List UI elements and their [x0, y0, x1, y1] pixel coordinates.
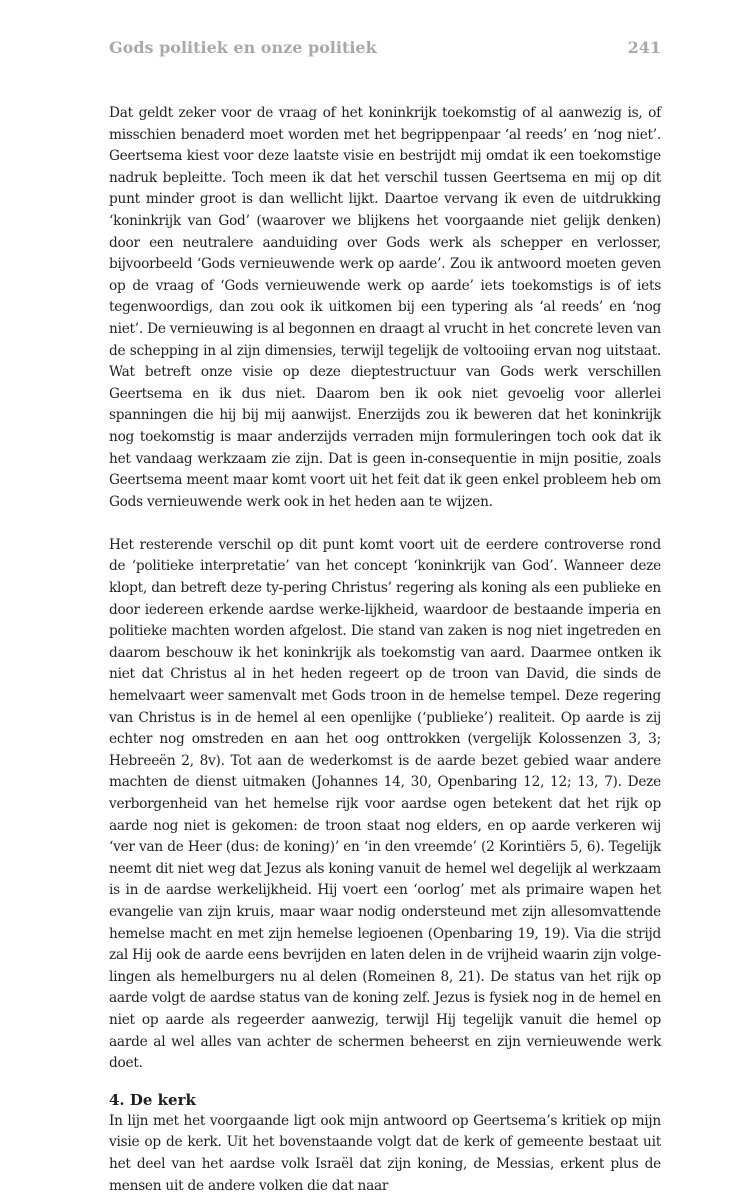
section-paragraph: In lijn met het voorgaande ligt ook mijn antwoord op Geertsema’s kritiek op mijn visie op de kerk. Uit het bovenstaande volgt dat de kerk of gemeente bestaat uit het deel van het aardse volk Israël dat zijn koning, de Messias, erkent plus de mensen uit de andere volken die dat naar [109, 1112, 661, 1194]
running-title: Gods politiek en onze politiek [109, 38, 377, 57]
paragraph-2: Het resterende verschil op dit punt komt voort uit de eerdere controverse rond de ‘politieke interpretatie’ van het concept ‘koninkrijk van God’. Wanneer deze klopt, dan betreft deze ty-pering Christus’ regering als koning als een publieke en door iedereen erkende aardse werke-lijkheid, waardoor de bestaande imperia en politieke machten worden afgelost. Die stand van zaken is nog niet ingetreden en daarom beschouw ik het koninkrijk als toekomstig van aard. Daarmee ontken ik niet dat Christus al in het heden regeert op de troon van David, die sinds de hemelvaart weer samenvalt met Gods troon in de hemelse tempel. Deze regering van Christus is in de hemel al een openlijke (‘publieke’) realiteit. Op aarde is zij echter nog omstreden en aan het oog onttrokken (vergelijk Kolossenzen 3, 3; Hebreeën 2, 8v). Tot aan de wederkomst is de aarde bezet gebied waar andere machten de dienst uitmaken (Johannes 14, 30, Openbaring 12, 12; 13, 7). Deze verborgenheid van het hemelse rijk voor aardse ogen betekent dat het rijk op aarde nog niet is gekomen: de troon staat nog elders, en op aarde verkeren wij ‘ver van de Heer (dus: de koning)’ en ‘in den vreemde’ (2 Korintiërs 5, 6). Tegelijk neemt dit niet weg dat Jezus als koning vanuit de hemel wel degelijk al werkzaam is in de aardse werkelijkheid. Hij voert een ‘oorlog’ met als primaire wapen het evangelie van zijn kruis, maar waar nodig ondersteund met zijn allesomvattende hemelse macht en met zijn hemelse legioenen (Openbaring 19, 19). Via die strijd zal Hij ook de aarde eens bevrijden en laten delen in de vrijheid waarin zijn volge-lingen als hemelburgers nu al delen (Romeinen 8, 21). De status van het rijk op aarde volgt de aardse status van de koning zelf. Jezus is fysiek nog in de hemel en niet op aarde als regeerder aanwezig, terwijl Hij tegelijk vanuit die hemel op aarde al wel alles van achter de schermen beheerst en zijn vernieuwende werk doet. [109, 536, 661, 1072]
page-number: 241 [627, 38, 661, 57]
running-header [109, 38, 661, 62]
section-heading: 4. De kerk [109, 1090, 196, 1109]
body-text [109, 103, 661, 1197]
paragraph-1: Dat geldt zeker voor de vraag of het koninkrijk toekomstig of al aanwezig is, of misschien benaderd moet worden met het begrippenpaar ‘al reeds’ en ‘nog niet’. Geertsema kiest voor deze laatste visie en bestrijdt mij omdat ik een toekomstige nadruk bepleitte. Toch meen ik dat het verschil tussen Geertsema en mij op dit punt minder groot is dan wellicht lijkt. Daartoe vervang ik even de uitdrukking ‘koninkrijk van God’ (waarover we blijkens het voorgaande niet gelijk denken) door een neutralere aanduiding over Gods werk als schepper en verlosser, bijvoorbeeld ‘Gods vernieuwende werk op aarde’. Zou ik antwoord moeten geven op de vraag of ‘Gods vernieuwende werk op aarde’ iets toekomstigs is of iets tegenwoordigs, dan zou ook ik uitkomen bij een typering als ‘al reeds’ en ‘nog niet’. De vernieuwing is al begonnen en draagt al vrucht in het concrete leven van de schepping in al zijn dimensies, terwijl tegelijk de voltooiing ervan nog uitstaat. Wat betreft onze visie op deze dieptestructuur van Gods werk verschillen Geertsema en ik dus niet. Daarom ben ik ook niet gevoelig voor allerlei spanningen die hij bij mij aanwijst. Enerzijds zou ik beweren dat het koninkrijk nog toekomstig is maar anderzijds verraden mijn formuleringen toch ook dat ik het vandaag werkzaam zie zijn. Dat is geen in-consequentie in mijn positie, zoals Geertsema meent maar komt voort uit het feit dat ik geen enkel probleem heb om Gods vernieuwende werk ook in het heden aan te wijzen. [109, 105, 661, 510]
